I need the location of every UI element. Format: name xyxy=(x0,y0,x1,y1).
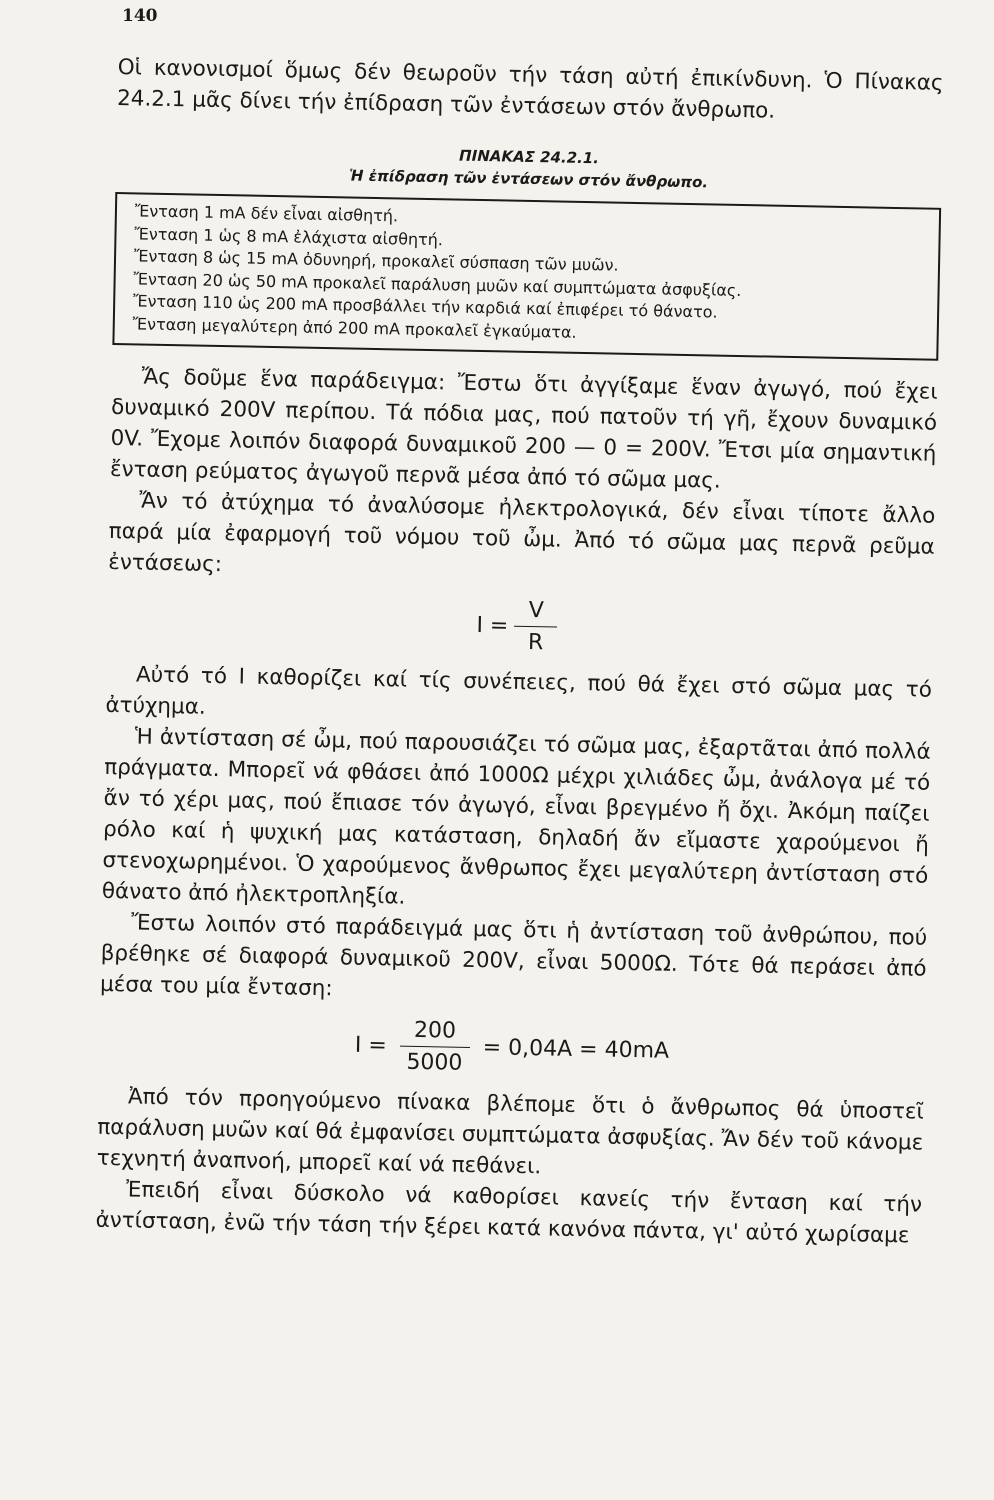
fraction xyxy=(514,598,558,656)
equation-rhs: = 0,04A = 40mA xyxy=(482,1035,670,1064)
denominator: 5000 xyxy=(406,1049,463,1076)
paragraph: Ἄν τό ἀτύχημα τό ἀναλύσομε ἠλεκτρολογικά, δέν εἶναι τίποτε ἄλλο παρά μία ἐφαρμογή τοῦ νόμου τοῦ ὦμ. Ἀπό τό σῶμα μας περνᾶ ρεῦμα ἐντάσεως: xyxy=(107,488,936,578)
table-caption xyxy=(116,138,943,198)
equation-ohms-law xyxy=(107,590,934,663)
table-subtitle: Ἡ ἐπίδραση τῶν ἐντάσεων στόν ἄνθρωπο. xyxy=(349,166,709,192)
equation-current xyxy=(98,1012,925,1085)
paragraph: Ἔστω λοιπόν στό παράδειγμά μας ὅτι ἡ ἀντίσταση τοῦ ἀνθρώπου, πού βρέθηκε σέ διαφορά δυναμικοῦ 200V, εἶναι 5000Ω. Τότε θά περάσει ἀπό μέσα του μία ἔνταση: xyxy=(99,910,928,1002)
paragraph: Ἀπό τόν προηγούμενο πίνακα βλέπομε ὅτι ὁ ἄνθρωπος θά ὑποστεῖ παράλυση μυῶν καί θά ἐμφανίσει συμπτώματα ἀσφυξίας. Ἄν δέν τοῦ κάνομε τεχνητή ἀναπνοή, μπορεῖ καί νά πεθάνει. xyxy=(96,1084,925,1180)
numerator: 200 xyxy=(400,1018,471,1048)
equation-lhs: I = xyxy=(354,1032,387,1059)
table-row: Ἔνταση 1 ὡς 8 mA ἐλάχιστα αἰσθητή. xyxy=(134,223,444,249)
numerator: V xyxy=(514,598,558,628)
equation-lhs: I = xyxy=(476,612,509,639)
page-number: 140 xyxy=(122,6,158,26)
table-title: ΠΙΝΑΚΑΣ 24.2.1. xyxy=(458,146,600,168)
fraction xyxy=(392,1017,477,1076)
effects-table xyxy=(112,192,941,361)
page-content xyxy=(95,52,944,1252)
table-row: Ἔνταση μεγαλύτερη ἀπό 200 mA προκαλεῖ ἐγκαύματα. xyxy=(132,313,577,342)
paragraph: Ἄς δοῦμε ἕνα παράδειγμα: Ἔστω ὅτι ἀγγίξαμε ἕναν ἀγωγό, πού ἔχει δυναμικό 200V περίπου. Τά πόδια μας, πού πατοῦν τή γῆ, ἔχουν δυναμικό 0V. Ἔχομε λοιπόν διαφορά δυναμικοῦ 200 — 0 = 200V. Ἔτσι μία σημαντική ἔνταση ρεύματος ἀγωγοῦ περνᾶ μέσα ἀπό τό σῶμα μας. xyxy=(109,364,938,494)
denominator: R xyxy=(527,629,544,656)
table-row: Ἔνταση 20 ὡς 50 mA προκαλεῖ παράλυση μυῶν καί συμπτώματα ἀσφυξίας. xyxy=(133,268,742,300)
table-row: Ἔνταση 8 ὡς 15 mA ὀδυνηρή, προκαλεῖ σύσπαση τῶν μυῶν. xyxy=(133,246,619,275)
table-row: Ἔνταση 1 mA δέν εἶναι αἰσθητή. xyxy=(134,201,399,226)
paragraph: Αὐτό τό I καθορίζει καί τίς συνέπειες, πού θά ἔχει στό σῶμα μας τό ἀτύχημα. xyxy=(105,662,933,720)
paragraph: Ἐπειδή εἶναι δύσκολο νά καθορίσει κανείς τήν ἔνταση καί τήν ἀντίσταση, ἐνῶ τήν τάση τήν ξέρει κατά κανόνα πάντα, γι' αὐτό χωρίσαμε xyxy=(95,1177,923,1249)
paragraph: Ἡ ἀντίσταση σέ ὦμ, πού παρουσιάζει τό σῶμα μας, ἐξαρτᾶται ἀπό πολλά πράγματα. Μπορεῖ νά φθάσει ἀπό 1000Ω μέχρι χιλιάδες ὦμ, ἀνάλογα μέ τό ἄν τό χέρι μας, πού ἔπιασε τόν ἀγωγό, εἶναι βρεγμένο ἤ ὄχι. Ἀκόμη παίζει ρόλο καί ἡ ψυχική μας κατάσταση, δηλαδή ἄν εἴμαστε χαρούμενοι ἤ στενοχωρημένοι. Ὁ χαρούμενος ἄνθρωπος ἔχει μεγαλύτερη ἀντίσταση στό θάνατο ἀπό ἠλεκτροπληξία. xyxy=(101,724,931,910)
paragraph: Οἱ κανονισμοί ὅμως δέν θεωροῦν τήν τάση αὐτή ἐπικίνδυνη. Ὁ Πίνακας 24.2.1 μᾶς δίνει τήν ἐπίδραση τῶν ἐντάσεων στόν ἄνθρωπο. xyxy=(116,54,944,124)
table-row: Ἔνταση 110 ὡς 200 mA προσβάλλει τήν καρδιά καί ἐπιφέρει τό θάνατο. xyxy=(133,291,718,322)
